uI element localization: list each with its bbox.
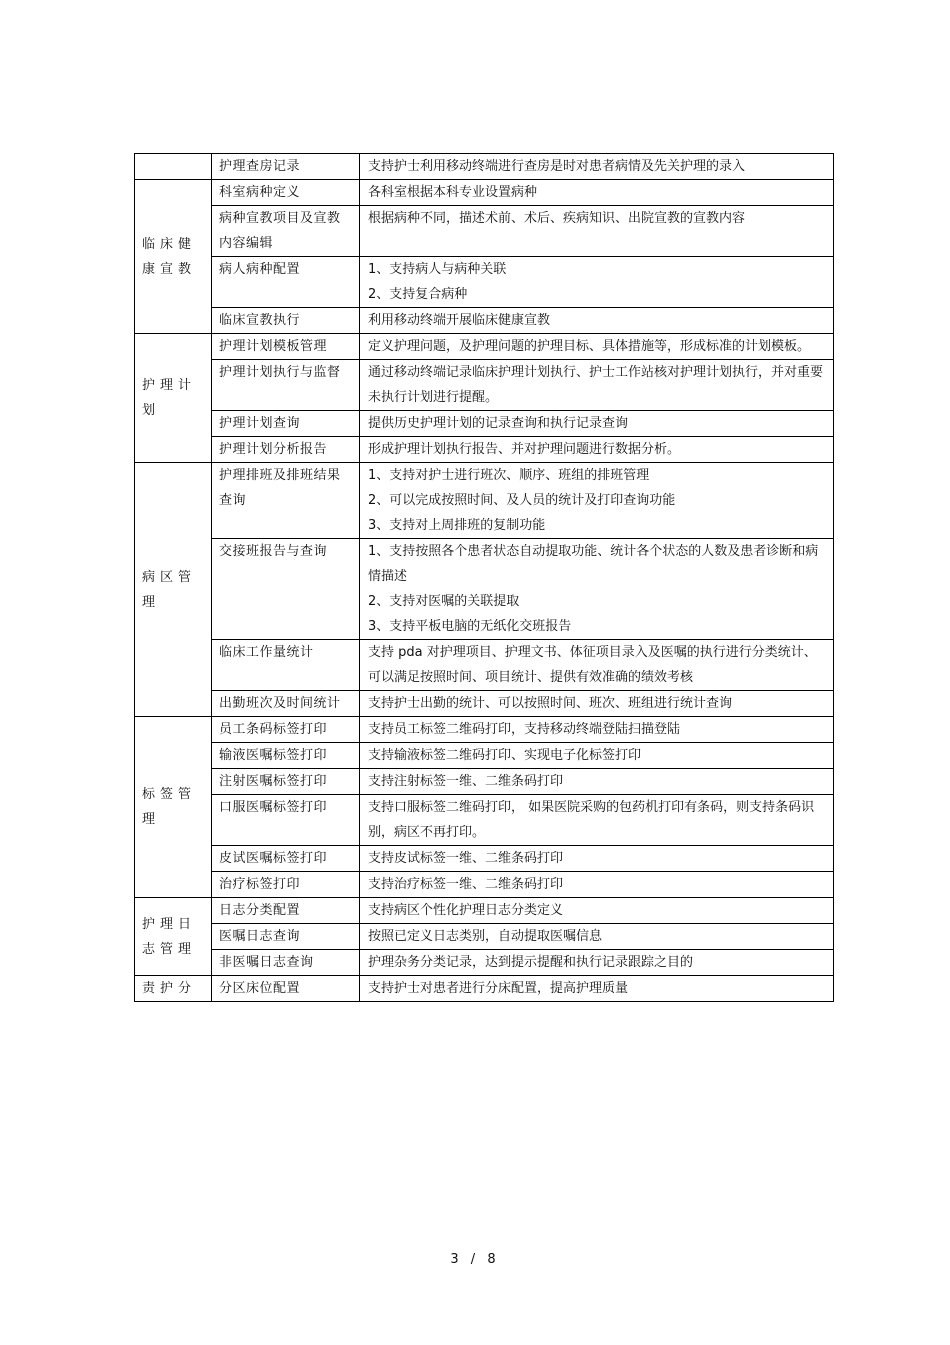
function-item-cell: 皮试医嘱标签打印 [212, 846, 360, 872]
table-row [135, 206, 834, 257]
function-item-cell: 护理计划查询 [212, 411, 360, 437]
description-line: 支持员工标签二维码打印，支持移动终端登陆扫描登陆 [368, 722, 681, 737]
function-table-body [135, 154, 834, 1002]
description-line: 护理杂务分类记录，达到提示提醒和执行记录跟踪之目的 [368, 955, 694, 970]
description-cell [360, 180, 834, 206]
description-line: 支持病区个性化护理日志分类定义 [368, 903, 564, 918]
table-row [135, 795, 834, 846]
table-row [135, 180, 834, 206]
category-cell: 责护分 [135, 976, 212, 1002]
description-line: 2、可以完成按照时间、及人员的统计及打印查询功能 [368, 493, 676, 508]
description-line: 支持口服标签二维码打印， 如果医院采购的包药机打印有条码，则支持条码识别，病区不再打印。 [368, 800, 815, 840]
description-line: 提供历史护理计划的记录查询和执行记录查询 [368, 416, 629, 431]
description-line: 支持护士利用移动终端进行查房是时对患者病情及先关护理的录入 [368, 159, 746, 174]
table-row [135, 334, 834, 360]
description-line: 通过移动终端记录临床护理计划执行、护士工作站核对护理计划执行，并对重要未执行计划进行提醒。 [368, 365, 824, 405]
table-row [135, 976, 834, 1002]
description-cell [360, 206, 834, 257]
description-line: 支持护士出勤的统计、可以按照时间、班次、班组进行统计查询 [368, 696, 733, 711]
category-cell: 标签管理 [135, 717, 212, 898]
description-line: 3、支持平板电脑的无纸化交班报告 [368, 619, 572, 634]
table-row [135, 360, 834, 411]
category-cell: 护理计划 [135, 334, 212, 463]
function-item-cell: 分区床位配置 [212, 976, 360, 1002]
function-table [134, 153, 834, 1002]
table-row [135, 743, 834, 769]
description-cell [360, 795, 834, 846]
description-line: 支持 pda 对护理项目、护理文书、体征项目录入及医嘱的执行进行分类统计、可以满足按照时间、项目统计、提供有效准确的绩效考核 [368, 645, 817, 685]
function-item-cell: 临床工作量统计 [212, 640, 360, 691]
description-line: 1、支持病人与病种关联 [368, 262, 507, 277]
function-item-cell: 出勤班次及时间统计 [212, 691, 360, 717]
description-cell [360, 463, 834, 539]
description-cell [360, 717, 834, 743]
function-item-cell: 日志分类配置 [212, 898, 360, 924]
table-row [135, 691, 834, 717]
function-item-cell: 病种宣教项目及宣教内容编辑 [212, 206, 360, 257]
description-line: 3、支持对上周排班的复制功能 [368, 518, 546, 533]
function-item-cell: 治疗标签打印 [212, 872, 360, 898]
function-item-cell: 员工条码标签打印 [212, 717, 360, 743]
table-row [135, 769, 834, 795]
function-item-cell: 病人病种配置 [212, 257, 360, 308]
description-line: 各科室根据本科专业设置病种 [368, 185, 538, 200]
function-item-cell: 护理查房记录 [212, 154, 360, 180]
description-cell [360, 539, 834, 640]
description-cell [360, 411, 834, 437]
category-cell: 护理日志管理 [135, 898, 212, 976]
table-row [135, 898, 834, 924]
description-cell [360, 257, 834, 308]
table-row [135, 308, 834, 334]
description-line: 支持治疗标签一维、二维条码打印 [368, 877, 564, 892]
function-item-cell: 护理计划模板管理 [212, 334, 360, 360]
description-line: 按照已定义日志类别，自动提取医嘱信息 [368, 929, 603, 944]
description-cell [360, 898, 834, 924]
description-line: 1、支持按照各个患者状态自动提取功能、统计各个状态的人数及患者诊断和病情描述 [368, 544, 819, 584]
table-row [135, 950, 834, 976]
description-line: 形成护理计划执行报告、并对护理问题进行数据分析。 [368, 442, 681, 457]
table-row [135, 717, 834, 743]
function-item-cell: 交接班报告与查询 [212, 539, 360, 640]
table-row [135, 924, 834, 950]
description-cell [360, 924, 834, 950]
description-cell [360, 334, 834, 360]
function-item-cell: 非医嘱日志查询 [212, 950, 360, 976]
table-row [135, 154, 834, 180]
function-item-cell: 护理排班及排班结果查询 [212, 463, 360, 539]
function-item-cell: 口服医嘱标签打印 [212, 795, 360, 846]
description-cell [360, 846, 834, 872]
description-cell [360, 691, 834, 717]
description-line: 2、支持对医嘱的关联提取 [368, 594, 520, 609]
description-line: 支持注射标签一维、二维条码打印 [368, 774, 564, 789]
table-row [135, 437, 834, 463]
description-cell [360, 308, 834, 334]
description-line: 支持输液标签二维码打印、实现电子化标签打印 [368, 748, 642, 763]
description-cell [360, 769, 834, 795]
table-row [135, 539, 834, 640]
page-number: 3 / 8 [450, 1252, 500, 1267]
description-line: 1、支持对护士进行班次、顺序、班组的排班管理 [368, 468, 650, 483]
function-item-cell: 输液医嘱标签打印 [212, 743, 360, 769]
description-cell [360, 950, 834, 976]
table-row [135, 411, 834, 437]
description-line: 支持皮试标签一维、二维条码打印 [368, 851, 564, 866]
description-cell [360, 640, 834, 691]
table-row [135, 872, 834, 898]
description-cell [360, 872, 834, 898]
description-cell [360, 976, 834, 1002]
description-cell [360, 360, 834, 411]
category-cell: 临床健康宣教 [135, 180, 212, 334]
function-item-cell: 临床宣教执行 [212, 308, 360, 334]
category-cell [135, 154, 212, 180]
description-cell [360, 154, 834, 180]
function-item-cell: 护理计划执行与监督 [212, 360, 360, 411]
description-line: 定义护理问题，及护理问题的护理目标、具体措施等，形成标准的计划模板。 [368, 339, 811, 354]
table-row [135, 257, 834, 308]
function-item-cell: 医嘱日志查询 [212, 924, 360, 950]
function-item-cell: 科室病种定义 [212, 180, 360, 206]
description-cell [360, 743, 834, 769]
table-row [135, 846, 834, 872]
function-item-cell: 护理计划分析报告 [212, 437, 360, 463]
function-item-cell: 注射医嘱标签打印 [212, 769, 360, 795]
table-row [135, 463, 834, 539]
description-line: 利用移动终端开展临床健康宣教 [368, 313, 551, 328]
table-row [135, 640, 834, 691]
category-cell: 病区管理 [135, 463, 212, 717]
description-line: 2、支持复合病种 [368, 287, 468, 302]
description-line: 根据病种不同，描述术前、术后、疾病知识、出院宣教的宣教内容 [368, 211, 746, 226]
description-line: 支持护士对患者进行分床配置，提高护理质量 [368, 981, 629, 996]
description-cell [360, 437, 834, 463]
